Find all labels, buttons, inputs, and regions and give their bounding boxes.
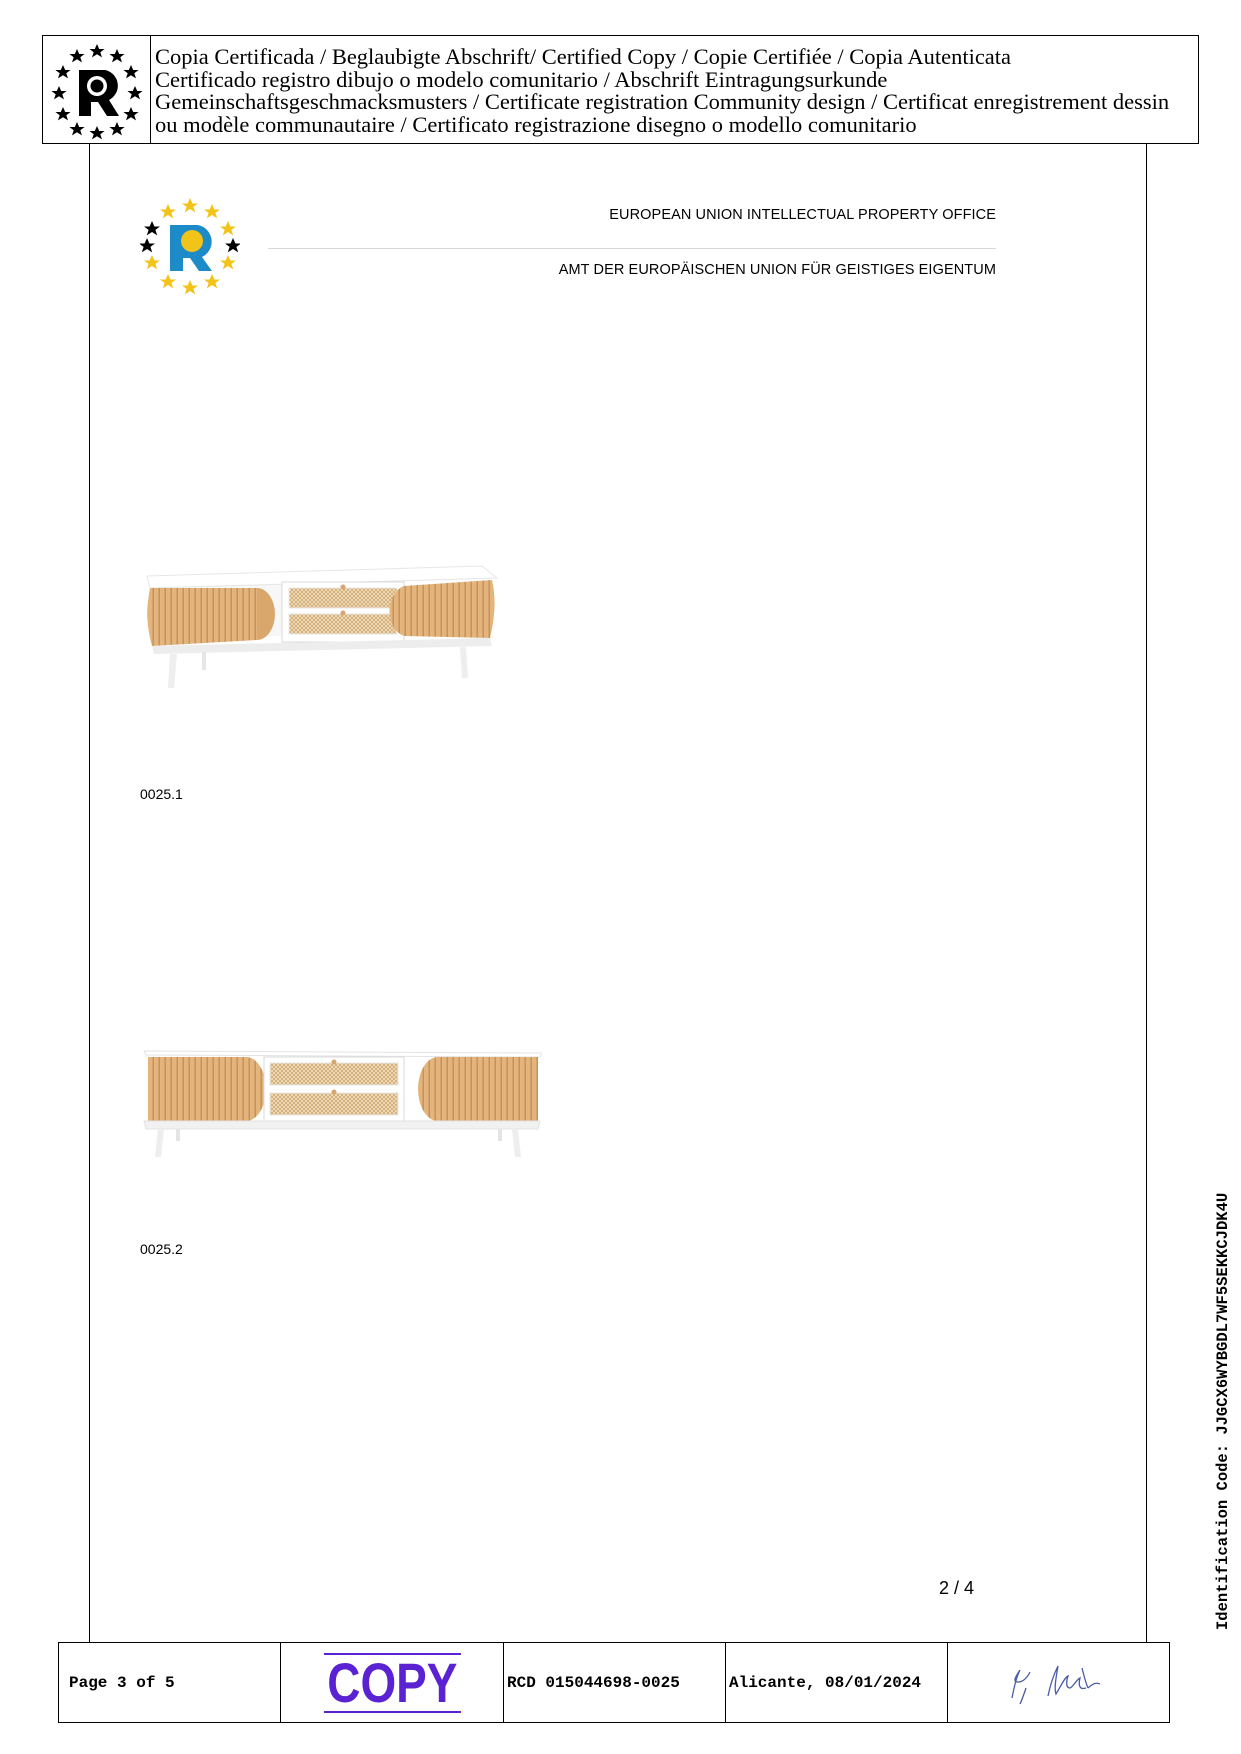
design-image-0025-2 <box>142 995 542 1170</box>
page-count: 2 / 4 <box>938 1578 974 1598</box>
design-view-label: 0025.2 <box>140 1241 183 1257</box>
header-line: Gemeinschaftsgeschmacksmusters / Certificate registration Community design / Certificat enregistrement dessin <box>155 89 1170 114</box>
header-line: Certificado registro dibujo o modelo comunitario / Abschrift Eintragungsurkunde <box>155 66 888 92</box>
office-name-de: AMT DER EUROPÄISCHEN UNION FÜR GEISTIGES EIGENTUM <box>558 262 996 278</box>
header-line: Copia Certificada / Beglaubigte Abschrift/ Certified Copy / Copie Certifiée / Copia Autenticata <box>155 44 1012 69</box>
footer-page-number: Page 3 of 5 <box>59 1643 281 1722</box>
eu-stars-r-emblem-icon <box>43 36 151 143</box>
design-view-label: 0025.1 <box>140 786 183 802</box>
footer-rcd-number: RCD 015044698-0025 <box>504 1643 726 1722</box>
header-divider <box>268 248 996 249</box>
euipo-logo-icon <box>140 195 240 300</box>
design-image-0025-1 <box>142 528 542 713</box>
certified-copy-title <box>151 36 1198 143</box>
footer-table <box>58 1642 1170 1723</box>
signature-cell <box>948 1643 1169 1722</box>
identification-code: Identification Code: JJGCX6WYBGDL7WF5SEKKCJDK4U <box>1214 1192 1232 1630</box>
signature-icon <box>1004 1658 1114 1708</box>
office-name-en: EUROPEAN UNION INTELLECTUAL PROPERTY OFFICE <box>609 207 996 223</box>
document-page <box>89 143 1147 1643</box>
header-line: ou modèle communautaire / Certificato registrazione disegno o modello comunitario <box>155 111 917 137</box>
copy-stamp-cell <box>281 1643 504 1722</box>
certified-copy-header <box>42 35 1199 144</box>
copy-stamp: COPY <box>324 1653 461 1713</box>
footer-place-date: Alicante, 08/01/2024 <box>726 1643 948 1722</box>
